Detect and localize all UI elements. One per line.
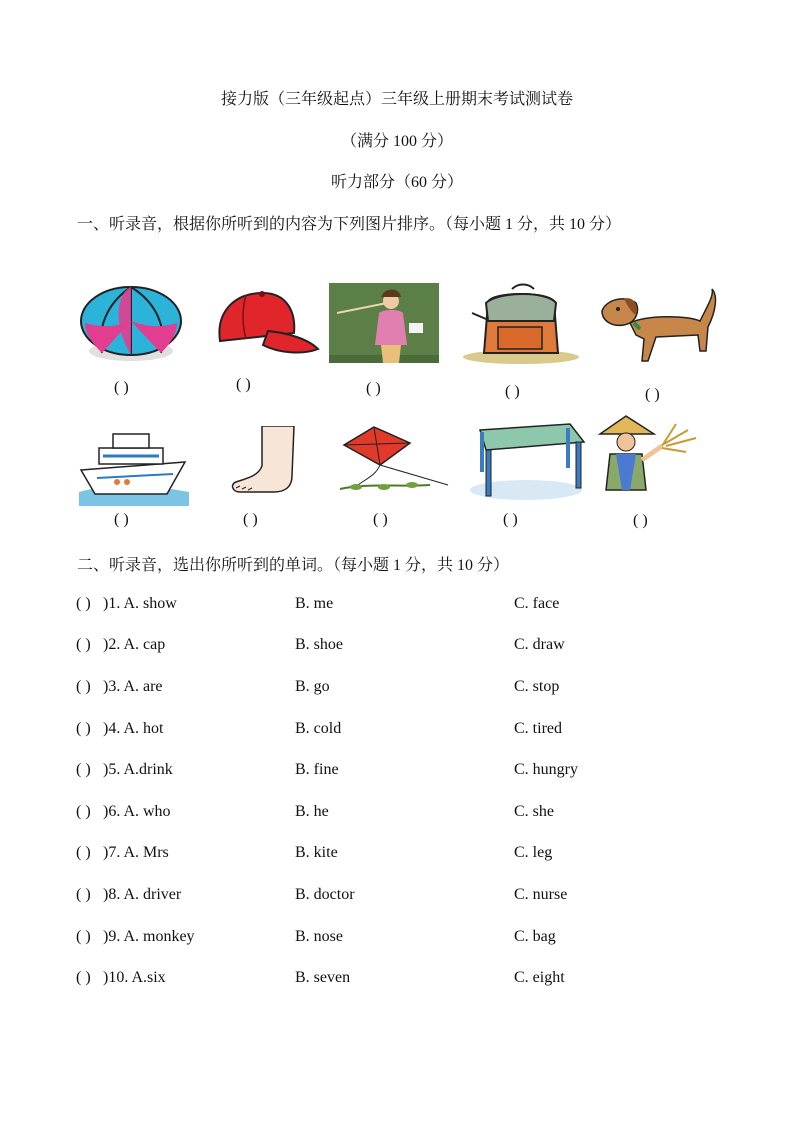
answer-blank[interactable]: ( ) (76, 844, 91, 861)
cap-icon (208, 283, 320, 363)
foot-icon (228, 426, 308, 496)
schoolbag-icon (458, 283, 584, 365)
option-b: B. fine (295, 761, 339, 778)
question-row (76, 928, 716, 950)
option-b: B. shoe (295, 636, 343, 653)
section-2-title: 二、听录音，选出你所听到的单词。（每小题 1 分，共 10 分） (77, 557, 510, 574)
option-c: C. hungry (514, 761, 578, 778)
farmer-icon (596, 414, 708, 498)
option-c: C. she (514, 803, 554, 820)
ship-icon (77, 422, 191, 506)
option-c: C. stop (514, 678, 560, 695)
option-b: B. he (295, 803, 329, 820)
table-icon (466, 420, 586, 504)
teacher-icon (329, 283, 439, 363)
total-score: （满分 100 分） (340, 133, 453, 150)
option-a: )1. A. show (103, 595, 177, 612)
answer-blank-pic-2[interactable]: ( ) (236, 376, 251, 393)
option-a: )4. A. hot (103, 720, 164, 737)
answer-blank[interactable]: ( ) (76, 761, 91, 778)
option-c: C. nurse (514, 886, 568, 903)
question-row (76, 844, 716, 866)
option-b: B. go (295, 678, 330, 695)
question-row (76, 678, 716, 700)
option-c: C. bag (514, 928, 556, 945)
answer-blank-pic-5[interactable]: ( ) (645, 386, 660, 403)
answer-blank-pic-4[interactable]: ( ) (505, 383, 520, 400)
answer-blank[interactable]: ( ) (76, 678, 91, 695)
option-c: C. eight (514, 969, 565, 986)
option-b: B. cold (295, 720, 342, 737)
option-a: )8. A. driver (103, 886, 182, 903)
answer-blank[interactable]: ( ) (76, 928, 91, 945)
answer-blank[interactable]: ( ) (76, 720, 91, 737)
ball-icon (77, 283, 185, 365)
question-row (76, 595, 716, 617)
option-c: C. face (514, 595, 560, 612)
answer-blank[interactable]: ( ) (76, 595, 91, 612)
option-b: B. nose (295, 928, 343, 945)
option-b: B. doctor (295, 886, 355, 903)
option-a: )3. A. are (103, 678, 163, 695)
kite-icon (336, 423, 450, 499)
option-a: )10. A.six (103, 969, 166, 986)
option-b: B. kite (295, 844, 338, 861)
answer-blank-pic-10[interactable]: ( ) (633, 512, 648, 529)
answer-blank-pic-1[interactable]: ( ) (114, 379, 129, 396)
option-a: )7. A. Mrs (103, 844, 169, 861)
answer-blank[interactable]: ( ) (76, 969, 91, 986)
answer-blank-pic-6[interactable]: ( ) (114, 511, 129, 528)
option-a: )6. A. who (103, 803, 171, 820)
page-title: 接力版（三年级起点）三年级上册期末考试测试卷 (220, 91, 573, 108)
option-c: C. draw (514, 636, 565, 653)
dog-icon (596, 285, 728, 367)
question-row (76, 969, 716, 991)
option-b: B. me (295, 595, 334, 612)
question-row (76, 886, 716, 908)
answer-blank[interactable]: ( ) (76, 636, 91, 653)
question-row (76, 803, 716, 825)
section-1-title: 一、听录音，根据你所听到的内容为下列图片排序。（每小题 1 分，共 10 分） (77, 216, 622, 233)
option-c: C. leg (514, 844, 553, 861)
option-a: )9. A. monkey (103, 928, 195, 945)
question-row (76, 761, 716, 783)
answer-blank-pic-9[interactable]: ( ) (503, 511, 518, 528)
option-a: )2. A. cap (103, 636, 166, 653)
part-title: 听力部分（60 分） (330, 174, 463, 191)
question-row (76, 636, 716, 658)
answer-blank-pic-7[interactable]: ( ) (243, 511, 258, 528)
answer-blank[interactable]: ( ) (76, 886, 91, 903)
question-row (76, 720, 716, 742)
answer-blank[interactable]: ( ) (76, 803, 91, 820)
answer-blank-pic-3[interactable]: ( ) (366, 380, 381, 397)
option-a: )5. A.drink (103, 761, 173, 778)
answer-blank-pic-8[interactable]: ( ) (373, 511, 388, 528)
option-b: B. seven (295, 969, 351, 986)
option-c: C. tired (514, 720, 562, 737)
